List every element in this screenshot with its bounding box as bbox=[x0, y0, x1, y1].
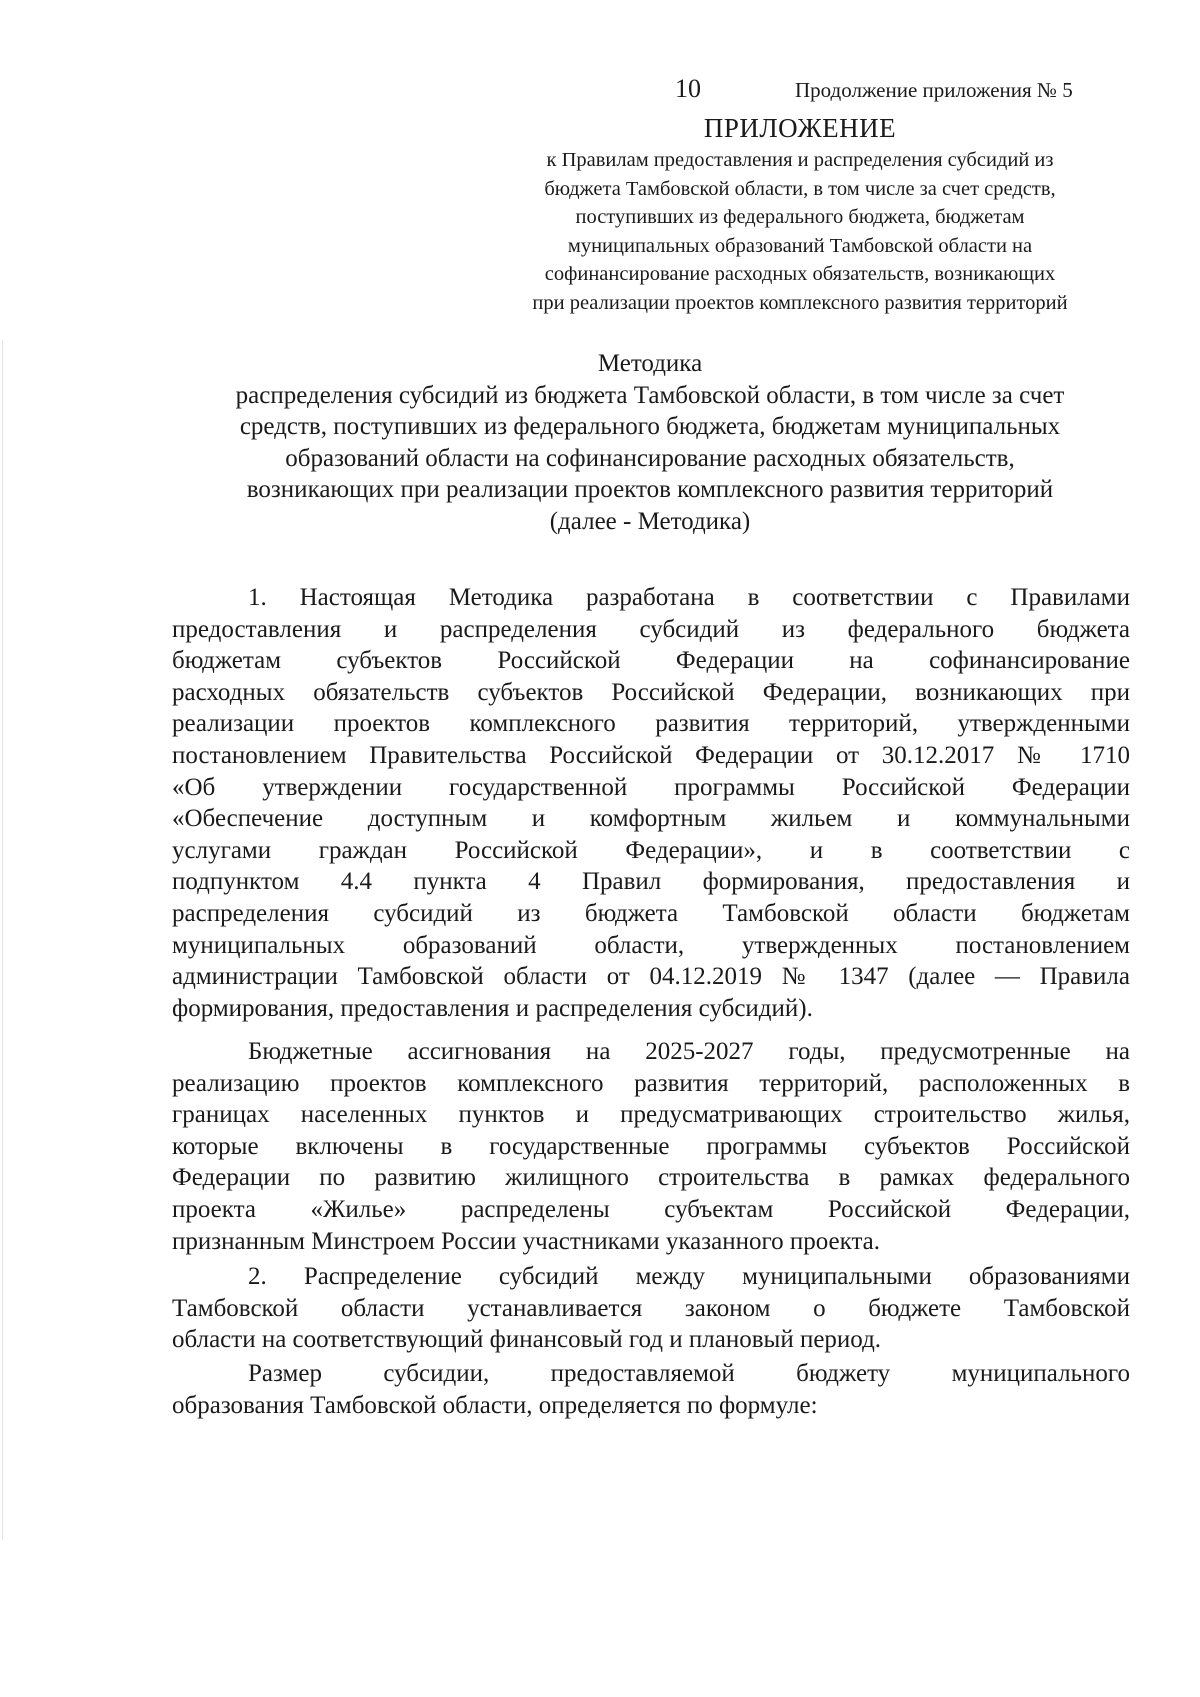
paragraph-line: подпунктом 4.4 пункта 4 Правил формирования, предоставления и bbox=[172, 868, 1130, 896]
paragraph-line: границах населенных пунктов и предусматривающих строительство жилья, bbox=[172, 1101, 1130, 1129]
paragraph-line: услугами граждан Российской Федерации», и в соответствии с bbox=[172, 836, 1130, 864]
appendix-subtitle-line: к Правилам предоставления и распределения субсидий из bbox=[546, 149, 1054, 171]
paragraph-line: Бюджетные ассигнования на 2025-2027 годы, предусмотренные на bbox=[248, 1038, 1130, 1065]
paragraph-3 bbox=[172, 1261, 1130, 1356]
methodology-subtitle-line: образований области на софинансирование расходных обязательств, bbox=[285, 444, 1015, 472]
paragraph-4 bbox=[172, 1358, 1130, 1421]
scan-edge-mark bbox=[2, 340, 3, 1540]
paragraph-line: образования Тамбовской области, определяется по формуле: bbox=[172, 1391, 818, 1419]
page-header bbox=[0, 74, 1200, 104]
paragraph-line: «Об утверждении государственной программы Российской Федерации bbox=[172, 773, 1130, 801]
paragraph-line: которые включены в государственные программы субъектов Российской bbox=[172, 1132, 1130, 1160]
appendix-subtitle-line: поступивших из федерального бюджета, бюджетам bbox=[575, 206, 1025, 228]
paragraph-line: признанным Минстроем России участниками указанного проекта. bbox=[172, 1227, 881, 1255]
paragraph-line: Размер субсидии, предоставляемой бюджету муниципального bbox=[248, 1360, 1130, 1387]
paragraph-line: предоставления и распределения субсидий из федерального бюджета bbox=[172, 615, 1130, 643]
methodology-title: Методика bbox=[597, 350, 703, 377]
appendix-subtitle-line: при реализации проектов комплексного развития территорий bbox=[532, 291, 1068, 314]
appendix-title: ПРИЛОЖЕНИЕ bbox=[703, 113, 897, 143]
paragraph-line: реализации проектов комплексного развития территорий, утвержденными bbox=[172, 710, 1130, 738]
paragraph-line: распределения субсидий из бюджета Тамбовской области бюджетам bbox=[172, 899, 1130, 927]
paragraph-line: 1. Настоящая Методика разработана в соответствии с Правилами bbox=[248, 584, 1130, 611]
paragraph-line: 2. Распределение субсидий между муниципальными образованиями bbox=[248, 1263, 1130, 1290]
paragraph-1 bbox=[172, 582, 1130, 1024]
page-number: 10 bbox=[675, 74, 701, 103]
appendix-subtitle-line: бюджета Тамбовской области, в том числе за счет средств, bbox=[544, 177, 1056, 200]
paragraph-line: постановлением Правительства Российской Федерации от 30.12.2017 № 1710 bbox=[172, 741, 1130, 769]
paragraph-line: Тамбовской области устанавливается законом о бюджете Тамбовской bbox=[172, 1294, 1130, 1322]
appendix-subtitle bbox=[470, 146, 1130, 317]
paragraph-line: администрации Тамбовской области от 04.12.2019 № 1347 (далее — Правила bbox=[172, 963, 1130, 991]
paragraph-line: «Обеспечение доступным и комфортным жильем и коммунальными bbox=[172, 805, 1130, 833]
paragraph-line: области на соответствующий финансовый год и плановый период. bbox=[172, 1326, 882, 1354]
methodology-subtitle-line: распределения субсидий из бюджета Тамбовской области, в том числе за счет bbox=[235, 381, 1065, 409]
appendix-subtitle-line: софинансирование расходных обязательств, возникающих bbox=[544, 263, 1056, 285]
continuation-note: Продолжение приложения № 5 bbox=[795, 78, 1073, 102]
appendix-subtitle-line: муниципальных образований Тамбовской области на bbox=[567, 234, 1033, 257]
methodology-heading bbox=[170, 348, 1130, 537]
paragraph-line: бюджетам субъектов Российской Федерации на софинансирование bbox=[172, 647, 1130, 675]
methodology-subtitle-line: (далее - Методика) bbox=[549, 507, 751, 535]
paragraph-2 bbox=[172, 1036, 1130, 1257]
methodology-subtitle-line: возникающих при реализации проектов комплексного развития территорий bbox=[246, 476, 1054, 503]
paragraph-line: проекта «Жилье» распределены субъектам Российской Федерации, bbox=[172, 1195, 1130, 1223]
paragraph-line: расходных обязательств субъектов Российской Федерации, возникающих при bbox=[172, 678, 1130, 706]
paragraph-line: Федерации по развитию жилищного строительства в рамках федерального bbox=[172, 1164, 1130, 1192]
paragraph-line: формирования, предоставления и распределения субсидий). bbox=[172, 994, 813, 1022]
methodology-subtitle-line: средств, поступивших из федерального бюджета, бюджетам муниципальных bbox=[239, 413, 1061, 440]
paragraph-line: реализацию проектов комплексного развития территорий, расположенных в bbox=[172, 1069, 1130, 1097]
paragraph-line: муниципальных образований области, утвержденных постановлением bbox=[172, 931, 1130, 959]
